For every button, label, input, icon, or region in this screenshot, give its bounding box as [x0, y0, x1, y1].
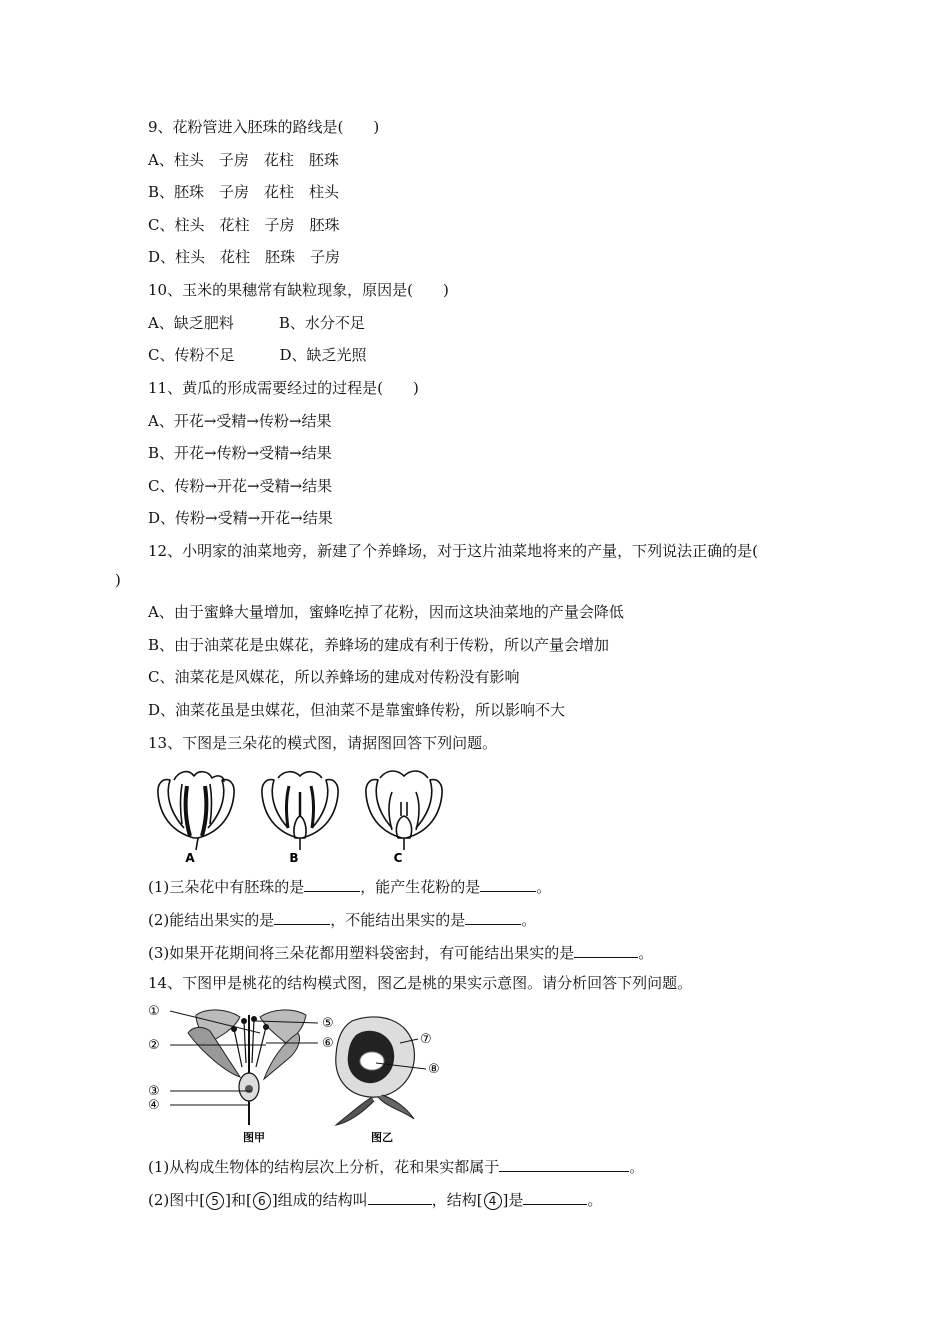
figure-jia-caption: 图甲	[243, 1131, 265, 1144]
circled-number-6: 6	[253, 1192, 271, 1210]
q14-stem: 14、下图甲是桃花的结构模式图，图乙是桃的果实示意图。请分析回答下列问题。	[148, 974, 693, 992]
q12-option-c: C、油菜花是风媒花，所以养蜂场的建成对传粉没有影响	[148, 668, 520, 686]
flower-b-drawing	[262, 772, 338, 850]
answer-blank[interactable]	[523, 1188, 587, 1205]
answer-blank[interactable]	[304, 875, 360, 892]
figure-yi-caption: 图乙	[371, 1131, 393, 1144]
q9-option-c: C、柱头 花柱 子房 胚珠	[148, 216, 340, 234]
q9-option-a: A、柱头 子房 花柱 胚珠	[148, 151, 339, 169]
circled-number-5: 5	[206, 1192, 224, 1210]
marker-7: ⑦	[420, 1032, 432, 1047]
q10-options-row2: C、传粉不足 D、缺乏光照	[148, 346, 367, 364]
peach-fruit-drawing	[336, 1017, 415, 1125]
q12-option-a: A、由于蜜蜂大量增加，蜜蜂吃掉了花粉，因而这块油菜地的产量会降低	[148, 603, 624, 621]
answer-blank[interactable]	[274, 908, 330, 925]
q12-option-d: D、油菜花虽是虫媒花，但油菜不是靠蜜蜂传粉，所以影响不大	[148, 701, 566, 719]
flower-a-drawing	[158, 772, 234, 850]
answer-blank[interactable]	[499, 1155, 629, 1172]
q11-option-c: C、传粉→开花→受精→结果	[148, 477, 333, 495]
flower-b-label: B	[289, 851, 299, 865]
marker-2: ②	[148, 1038, 160, 1053]
answer-blank[interactable]	[368, 1188, 432, 1205]
q9-option-d: D、柱头 花柱 胚珠 子房	[148, 248, 341, 266]
q13-stem: 13、下图是三朵花的模式图，请据图回答下列问题。	[148, 734, 498, 752]
circled-number-4: 4	[484, 1192, 502, 1210]
q11-stem: 11、黄瓜的形成需要经过的过程是( )	[148, 379, 419, 397]
q12-stem: 12、小明家的油菜地旁，新建了个养蜂场，对于这片油菜地将来的产量，下列说法正确的是(	[148, 542, 758, 560]
flower-c-drawing	[366, 771, 442, 850]
q10-stem: 10、玉米的果穗常有缺粒现象，原因是( )	[148, 281, 449, 299]
q13-subquestion-3: (3)如果开花期间将三朵花都用塑料袋密封，有可能结出果实的是 。	[148, 941, 653, 963]
marker-6: ⑥	[322, 1036, 334, 1051]
q12-option-b: B、由于油菜花是虫媒花，养蜂场的建成有利于传粉，所以产量会增加	[148, 636, 610, 654]
q14-subquestion-1: (1)从构成生物体的结构层次上分析，花和果实都属于 。	[148, 1155, 644, 1177]
q11-option-b: B、开花→传粉→受精→结果	[148, 444, 332, 462]
marker-5: ⑤	[322, 1016, 334, 1031]
q12-stem-continuation: )	[115, 571, 121, 589]
marker-3: ③	[148, 1084, 160, 1099]
q14-subquestion-2: (2)图中[ 5 ]和[ 6 ]组成的结构叫 ，结构[ 4 ]是 。	[148, 1188, 602, 1210]
q10-options-row1: A、缺乏肥料 B、水分不足	[148, 314, 365, 332]
answer-blank[interactable]	[480, 875, 536, 892]
answer-blank[interactable]	[574, 941, 638, 958]
peach-flower-and-fruit-diagram	[148, 1003, 468, 1145]
q13-subquestion-2: (2)能结出果实的是 ，不能结出果实的是 。	[148, 908, 536, 930]
q9-option-b: B、胚珠 子房 花柱 柱头	[148, 183, 340, 201]
q9-stem: 9、花粉管进入胚珠的路线是( )	[148, 118, 380, 136]
three-flowers-diagram	[148, 766, 448, 868]
peach-flower-drawing	[188, 1010, 306, 1125]
flower-a-label: A	[185, 851, 195, 865]
marker-4: ④	[148, 1098, 160, 1113]
q13-subquestion-1: (1)三朵花中有胚珠的是 ，能产生花粉的是 。	[148, 875, 551, 897]
marker-8: ⑧	[428, 1062, 440, 1077]
marker-1: ①	[148, 1004, 160, 1019]
q11-option-a: A、开花→受精→传粉→结果	[148, 412, 332, 430]
answer-blank[interactable]	[465, 908, 521, 925]
q11-option-d: D、传粉→受精→开花→结果	[148, 509, 333, 527]
flower-c-label: C	[393, 851, 403, 865]
